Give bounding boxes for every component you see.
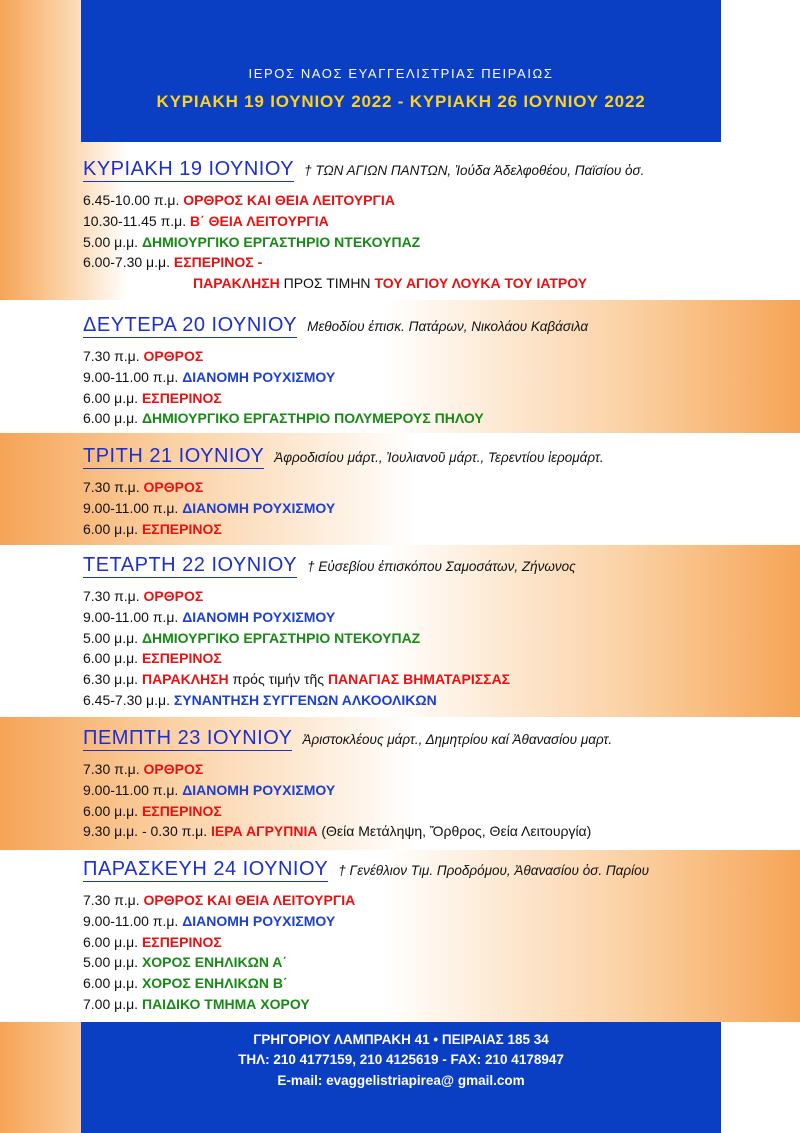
time-text: 7.30 π.μ. — [83, 479, 144, 495]
schedule-line — [83, 190, 763, 211]
event-text: ΔΗΜΙΟΥΡΓΙΚΟ ΕΡΓΑΣΤΗΡΙΟ ΠΟΛΥΜΕΡΟΥΣ ΠΗΛΟΥ — [141, 410, 484, 427]
time-text: 6.00 μ.μ. — [83, 410, 142, 427]
time-text: 7.30 π.μ. — [83, 588, 144, 604]
day-name: ΠΕΜΠΤΗ 23 ΙΟΥΝΙΟΥ — [83, 727, 293, 749]
schedule-line — [83, 759, 763, 780]
time-text: 6.00 μ.μ. — [83, 975, 142, 992]
time-text: 6.00 μ.μ. — [83, 933, 142, 950]
schedule-line — [83, 821, 763, 842]
date-range: ΚΥΡΙΑΚΗ 19 ΙΟΥΝΙΟΥ 2022 - ΚΥΡΙΑΚΗ 26 ΙΟΥΝΙΟΥ 2022 — [156, 92, 646, 111]
saints-of-day: Ἀριστοκλέους μάρτ., Δημητρίου καί Ἀθανασίου μαρτ. — [302, 732, 613, 747]
saints-of-day: † Γενέθλιον Τιμ. Προδρόμου, Ἀθανασίου ὁσ. Παρίου — [338, 863, 650, 878]
schedule-line — [83, 973, 763, 994]
event-text: ΕΣΠΕΡΙΝΟΣ — [141, 520, 222, 537]
address-line: ΓΡΗΓΟΡΙΟΥ ΛΑΜΠΡΑΚΗ 41 • ΠΕΙΡΑΙΑΣ 185 34 — [253, 1032, 549, 1047]
schedule-line — [83, 388, 763, 409]
schedule-line — [83, 211, 763, 232]
schedule-line — [83, 252, 763, 273]
time-text: 6.00 μ.μ. — [83, 650, 142, 667]
schedule-line — [83, 477, 763, 498]
header-banner — [81, 0, 721, 142]
time-text: 6.00 μ.μ. — [83, 520, 142, 537]
day-title-row — [83, 553, 763, 579]
saints-of-day: † Εὐσεβίου ἐπισκόπου Σαμοσάτων, Ζήνωνος — [307, 559, 576, 574]
event-text: ΣΥΝΑΝΤΗΣΗ ΣΥΓΓΕΝΩΝ ΑΛΚΟΟΛΙΚΩΝ — [173, 691, 437, 708]
event-text: ΔΙΑΝΟΜΗ ΡΟΥΧΙΣΜΟΥ — [182, 368, 336, 385]
event-text: ΠΑΙΔΙΚΟ ΤΜΗΜΑ ΧΟΡΟΥ — [141, 995, 310, 1012]
day-name: ΤΡΙΤΗ 21 ΙΟΥΝΙΟΥ — [83, 445, 265, 467]
time-text: 6.30 μ.μ. — [83, 671, 142, 688]
time-text: 5.00 μ.μ. — [83, 954, 142, 971]
day-name: ΠΑΡΑΣΚΕΥΗ 24 ΙΟΥΝΙΟΥ — [83, 858, 329, 880]
event-text: ΕΣΠΕΡΙΝΟΣ — [141, 650, 222, 667]
time-text: 6.45-10.00 π.μ. — [83, 192, 184, 208]
time-text: 6.00-7.30 μ.μ. — [83, 254, 174, 271]
schedule-line — [83, 498, 763, 519]
schedule-line — [83, 890, 763, 911]
note-text: (Θεία Μετάληψη, Ὄρθρος, Θεία Λειτουργία) — [317, 823, 592, 840]
day-section-monday — [83, 313, 763, 429]
day-title-row — [83, 726, 763, 752]
time-text: 9.30 μ.μ. - 0.30 π.μ. — [83, 823, 212, 840]
time-text: 6.45-7.30 μ.μ. — [83, 691, 174, 708]
event-text: ΟΡΘΡΟΣ — [143, 348, 204, 364]
saints-of-day: Ἀφροδισίου μάρτ., Ἰουλιανοῦ μάρτ., Τερεντίου ἱερομάρτ. — [274, 450, 604, 465]
event-text: ΠΑΡΑΚΛΗΣΗ — [141, 671, 229, 688]
phone-line: ΤΗΛ: 210 4177159, 210 4125619 - FAX: 210 4178947 — [238, 1052, 564, 1067]
day-section-wednesday — [83, 553, 763, 711]
event-text: ΧΟΡΟΣ ΕΝΗΛΙΚΩΝ Β΄ — [141, 975, 288, 992]
schedule-line — [83, 648, 763, 669]
schedule-line — [83, 628, 763, 649]
event-text: ΟΡΘΡΟΣ — [143, 588, 204, 604]
day-title-row — [83, 313, 763, 339]
time-text: 9.00-11.00 π.μ. — [83, 499, 183, 516]
time-text: 7.30 π.μ. — [83, 892, 144, 908]
event-text: ΕΣΠΕΡΙΝΟΣ — [141, 802, 222, 819]
schedule-line — [83, 669, 763, 690]
time-text: 9.00-11.00 π.μ. — [83, 608, 183, 625]
schedule-line — [83, 367, 763, 388]
day-title-row — [83, 857, 763, 883]
schedule-line — [83, 911, 763, 932]
time-text: 9.00-11.00 π.μ. — [83, 781, 183, 798]
time-text: 5.00 μ.μ. — [83, 629, 142, 646]
day-section-sunday — [83, 157, 763, 294]
schedule-line — [83, 273, 763, 294]
day-section-thursday — [83, 726, 763, 842]
time-text: 6.00 μ.μ. — [83, 389, 142, 406]
event-text: ΔΙΑΝΟΜΗ ΡΟΥΧΙΣΜΟΥ — [182, 781, 336, 798]
day-section-friday — [83, 857, 763, 1015]
schedule-line — [83, 586, 763, 607]
connector-text: ΠΡΟΣ ΤΙΜΗΝ — [279, 275, 375, 292]
day-name: ΚΥΡΙΑΚΗ 19 ΙΟΥΝΙΟΥ — [83, 158, 295, 180]
schedule-line — [83, 346, 763, 367]
connector-text: πρός τιμήν τῆς — [228, 671, 328, 688]
event-text: ΠΑΡΑΚΛΗΣΗ — [193, 275, 280, 292]
schedule-line — [83, 994, 763, 1015]
event-text: ΧΟΡΟΣ ΕΝΗΛΙΚΩΝ Α΄ — [141, 954, 288, 971]
schedule-line — [83, 780, 763, 801]
contact-footer — [81, 1022, 721, 1133]
event-text: ΠΑΝΑΓΙΑΣ ΒΗΜΑΤΑΡΙΣΣΑΣ — [327, 671, 511, 688]
schedule-line — [83, 690, 763, 711]
day-title-row — [83, 157, 763, 183]
event-text: Β΄ ΘΕΙΑ ΛΕΙΤΟΥΡΓΙΑ — [189, 212, 329, 229]
schedule-line — [83, 607, 763, 628]
day-section-tuesday — [83, 444, 763, 539]
event-text: ΔΙΑΝΟΜΗ ΡΟΥΧΙΣΜΟΥ — [182, 499, 336, 516]
saints-of-day: † ΤΩΝ ΑΓΙΩΝ ΠΑΝΤΩΝ, Ἰούδα Ἀδελφοθέου, Παϊσίου ὁσ. — [304, 163, 645, 178]
saints-of-day: Μεθοδίου ἐπισκ. Πατάρων, Νικολάου Καβάσιλα — [307, 319, 589, 334]
time-text: 9.00-11.00 π.μ. — [83, 912, 183, 929]
time-text: 7.00 μ.μ. — [83, 995, 142, 1012]
day-name: ΤΕΤΑΡΤΗ 22 ΙΟΥΝΙΟΥ — [83, 554, 298, 576]
event-text: ΟΡΘΡΟΣ — [143, 761, 204, 777]
event-text: ΔΙΑΝΟΜΗ ΡΟΥΧΙΣΜΟΥ — [182, 912, 336, 929]
time-text: 6.00 μ.μ. — [83, 802, 142, 819]
email-line[interactable]: E-mail: evaggelistriapirea@ gmail.com — [277, 1073, 525, 1088]
time-text: 5.00 μ.μ. — [83, 233, 142, 250]
event-text: ΟΡΘΡΟΣ — [143, 479, 204, 495]
event-text: ΔΙΑΝΟΜΗ ΡΟΥΧΙΣΜΟΥ — [182, 608, 336, 625]
schedule-line — [83, 801, 763, 822]
time-text: 10.30-11.45 π.μ. — [83, 212, 190, 229]
event-text: ΕΣΠΕΡΙΝΟΣ — [141, 389, 222, 406]
schedule-line — [83, 232, 763, 253]
day-name: ΔΕΥΤΕΡΑ 20 ΙΟΥΝΙΟΥ — [83, 314, 298, 336]
schedule-line — [83, 408, 763, 429]
day-title-row — [83, 444, 763, 470]
event-text: ΙΕΡΑ ΑΓΡΥΠΝΙΑ — [211, 823, 318, 840]
event-text: ΕΣΠΕΡΙΝΟΣ — [141, 933, 222, 950]
schedule-line — [83, 519, 763, 540]
church-name: ΙΕΡΟΣ ΝΑΟΣ ΕΥΑΓΓΕΛΙΣΤΡΙΑΣ ΠΕΙΡΑΙΩΣ — [248, 66, 554, 81]
time-text: 7.30 π.μ. — [83, 761, 144, 777]
event-text: ΟΡΘΡΟΣ ΚΑΙ ΘΕΙΑ ΛΕΙΤΟΥΡΓΙΑ — [143, 892, 356, 908]
time-text: 7.30 π.μ. — [83, 348, 144, 364]
event-text: ΔΗΜΙΟΥΡΓΙΚΟ ΕΡΓΑΣΤΗΡΙΟ ΝΤΕΚΟΥΠΑΖ — [141, 233, 421, 250]
event-text: ΟΡΘΡΟΣ ΚΑΙ ΘΕΙΑ ΛΕΙΤΟΥΡΓΙΑ — [183, 192, 395, 208]
event-text: ΔΗΜΙΟΥΡΓΙΚΟ ΕΡΓΑΣΤΗΡΙΟ ΝΤΕΚΟΥΠΑΖ — [141, 629, 421, 646]
time-text: 9.00-11.00 π.μ. — [83, 368, 183, 385]
schedule-line — [83, 932, 763, 953]
schedule-line — [83, 952, 763, 973]
event-text: ΤΟΥ ΑΓΙΟΥ ΛΟΥΚΑ ΤΟΥ ΙΑΤΡΟΥ — [374, 275, 588, 292]
event-text: ΕΣΠΕΡΙΝΟΣ - — [173, 254, 263, 271]
